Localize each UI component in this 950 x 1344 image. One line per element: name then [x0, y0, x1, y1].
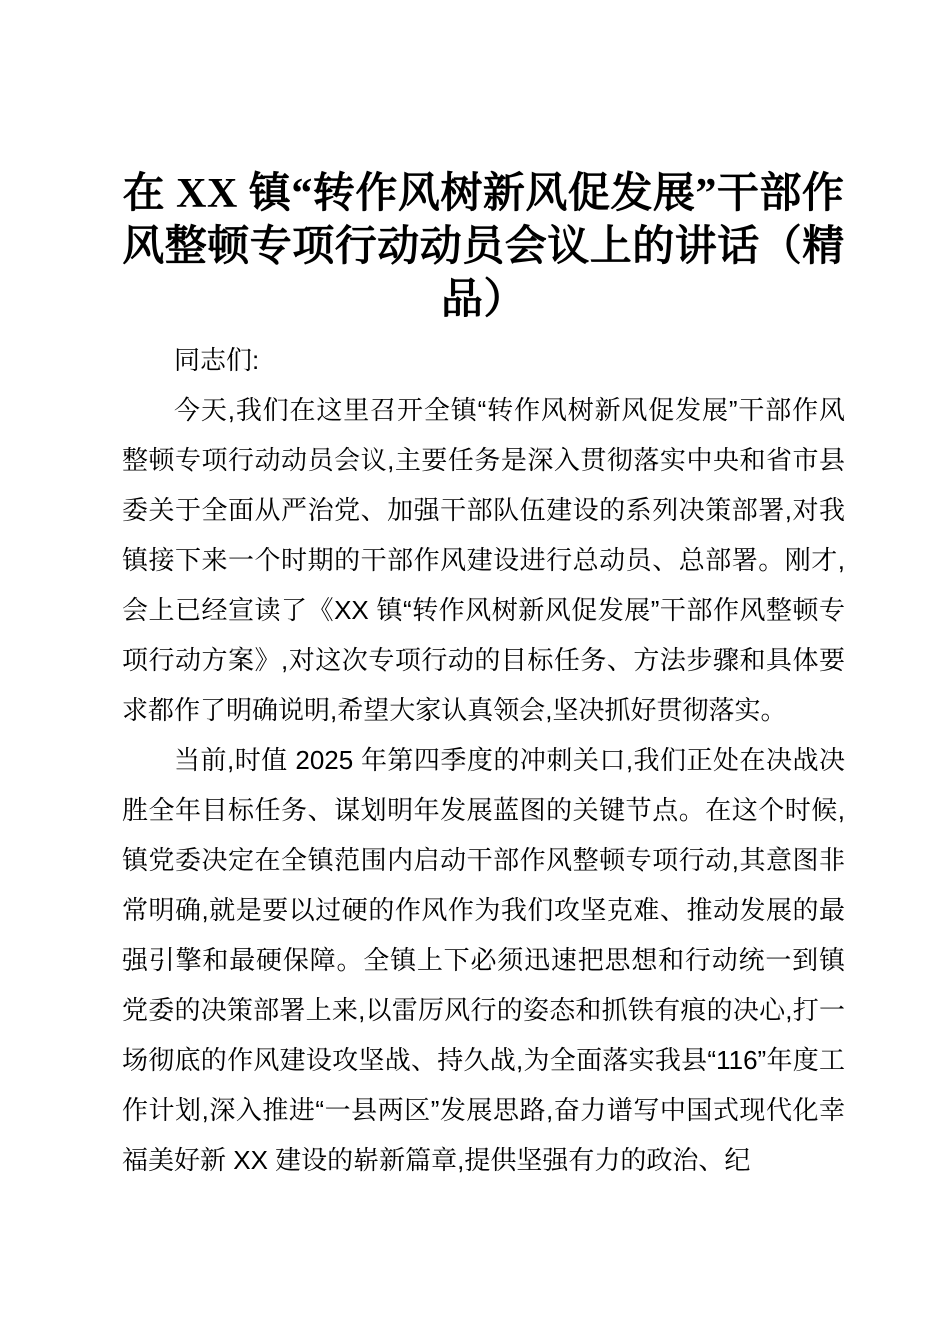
document-body: [122, 335, 845, 1185]
document-title: 在 XX 镇“转作风树新风促发展”干部作风整顿专项行动动员会议上的讲话（精品）: [122, 171, 845, 323]
paragraph-salutation: 同志们:: [174, 345, 260, 375]
paragraph-opening: 今天,我们在这里召开全镇“转作风树新风促发展”干部作风整顿专项行动动员会议,主要任务是深入贯彻落实中央和省市县委关于全面从严治党、加强干部队伍建设的系列决策部署,对我镇接下来一个时期的干部作风建设进行总动员、总部署。刚才,会上已经宣读了《XX 镇“转作风树新风促发展”干部作风整顿专项行动方案》,对这次专项行动的目标任务、方法步骤和具体要求都作了明确说明,希望大家认真领会,坚决抓好贯彻落实。: [122, 395, 845, 725]
paragraph-context: 当前,时值 2025 年第四季度的冲刺关口,我们正处在决战决胜全年目标任务、谋划明年发展蓝图的关键节点。在这个时候,镇党委决定在全镇范围内启动干部作风整顿专项行动,其意图非常明确,就是要以过硬的作风作为我们攻坚克难、推动发展的最强引擎和最硬保障。全镇上下必须迅速把思想和行动统一到镇党委的决策部署上来,以雷厉风行的姿态和抓铁有痕的决心,打一场彻底的作风建设攻坚战、持久战,为全面落实我县“116”年度工作计划,深入推进“一县两区”发展思路,奋力谱写中国式现代化幸福美好新 XX 建设的崭新篇章,提供坚强有力的政治、纪: [122, 745, 845, 1175]
